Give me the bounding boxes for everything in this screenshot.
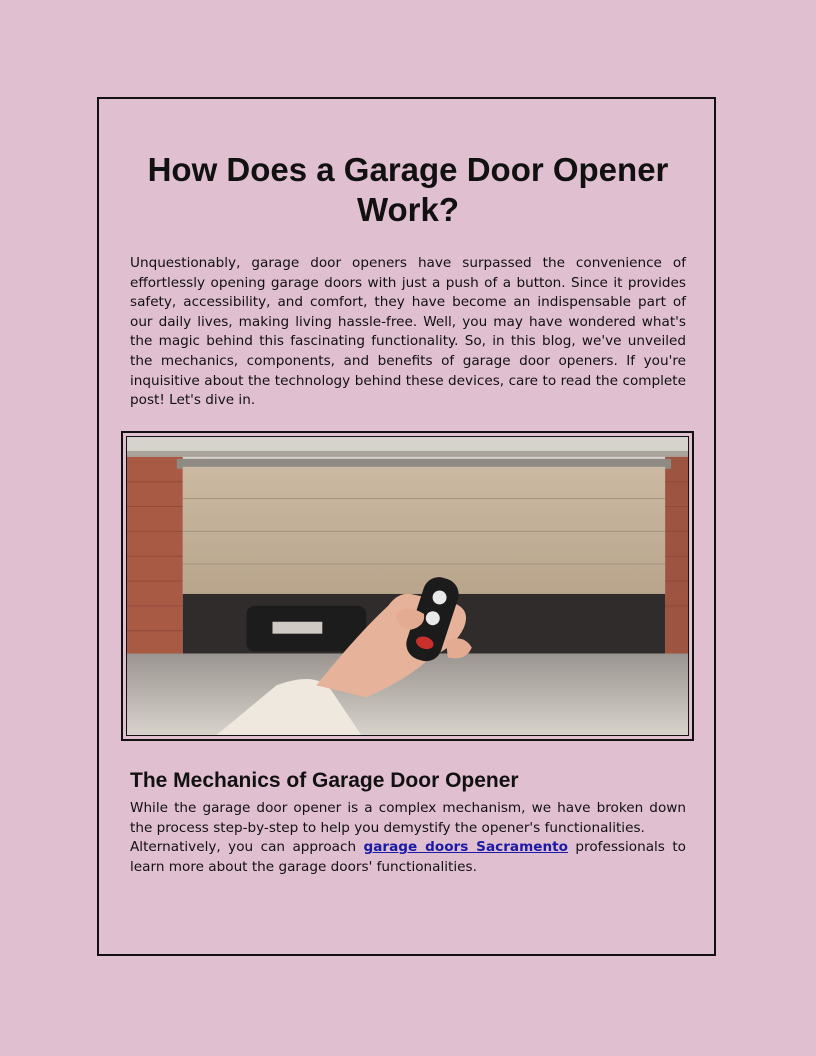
garage-doors-sacramento-link[interactable]: garage doors Sacramento: [363, 839, 568, 856]
section-paragraph-1: While the garage door opener is a complex mechanism, we have broken down the process step-by-step to help you demystify the opener's functionalities.: [130, 800, 686, 836]
section-heading: The Mechanics of Garage Door Opener: [130, 769, 519, 792]
section-body: [130, 799, 686, 877]
garage-door-photo-frame: [121, 431, 694, 741]
license-plate: [272, 622, 322, 634]
intro-paragraph: Unquestionably, garage door openers have surpassed the convenience of effortlessly opening garage doors with just a push of a button. Since it provides safety, accessibility, and comfort, they have become an indispensable part of our daily lives, making living hassle-free. Well, you may have wondered what's the magic behind this fascinating functionality. So, in this blog, we've unveiled the mechanics, components, and benefits of garage door openers. If you're inquisitive about the technology behind these devices, care to read the complete post! Let's dive in.: [130, 255, 686, 409]
garage-door: [183, 467, 665, 594]
paragraph-2-tail: professionals to learn more about the garage doors' functionalities.: [130, 839, 686, 875]
paragraph-2-lead: Alternatively, you can approach: [130, 839, 364, 856]
garage-door-photo: [126, 436, 689, 736]
garage-remote-illustration: [127, 437, 688, 735]
page-title: How Does a Garage Door Opener Work?: [147, 151, 669, 228]
section-paragraph-2: [130, 838, 686, 877]
